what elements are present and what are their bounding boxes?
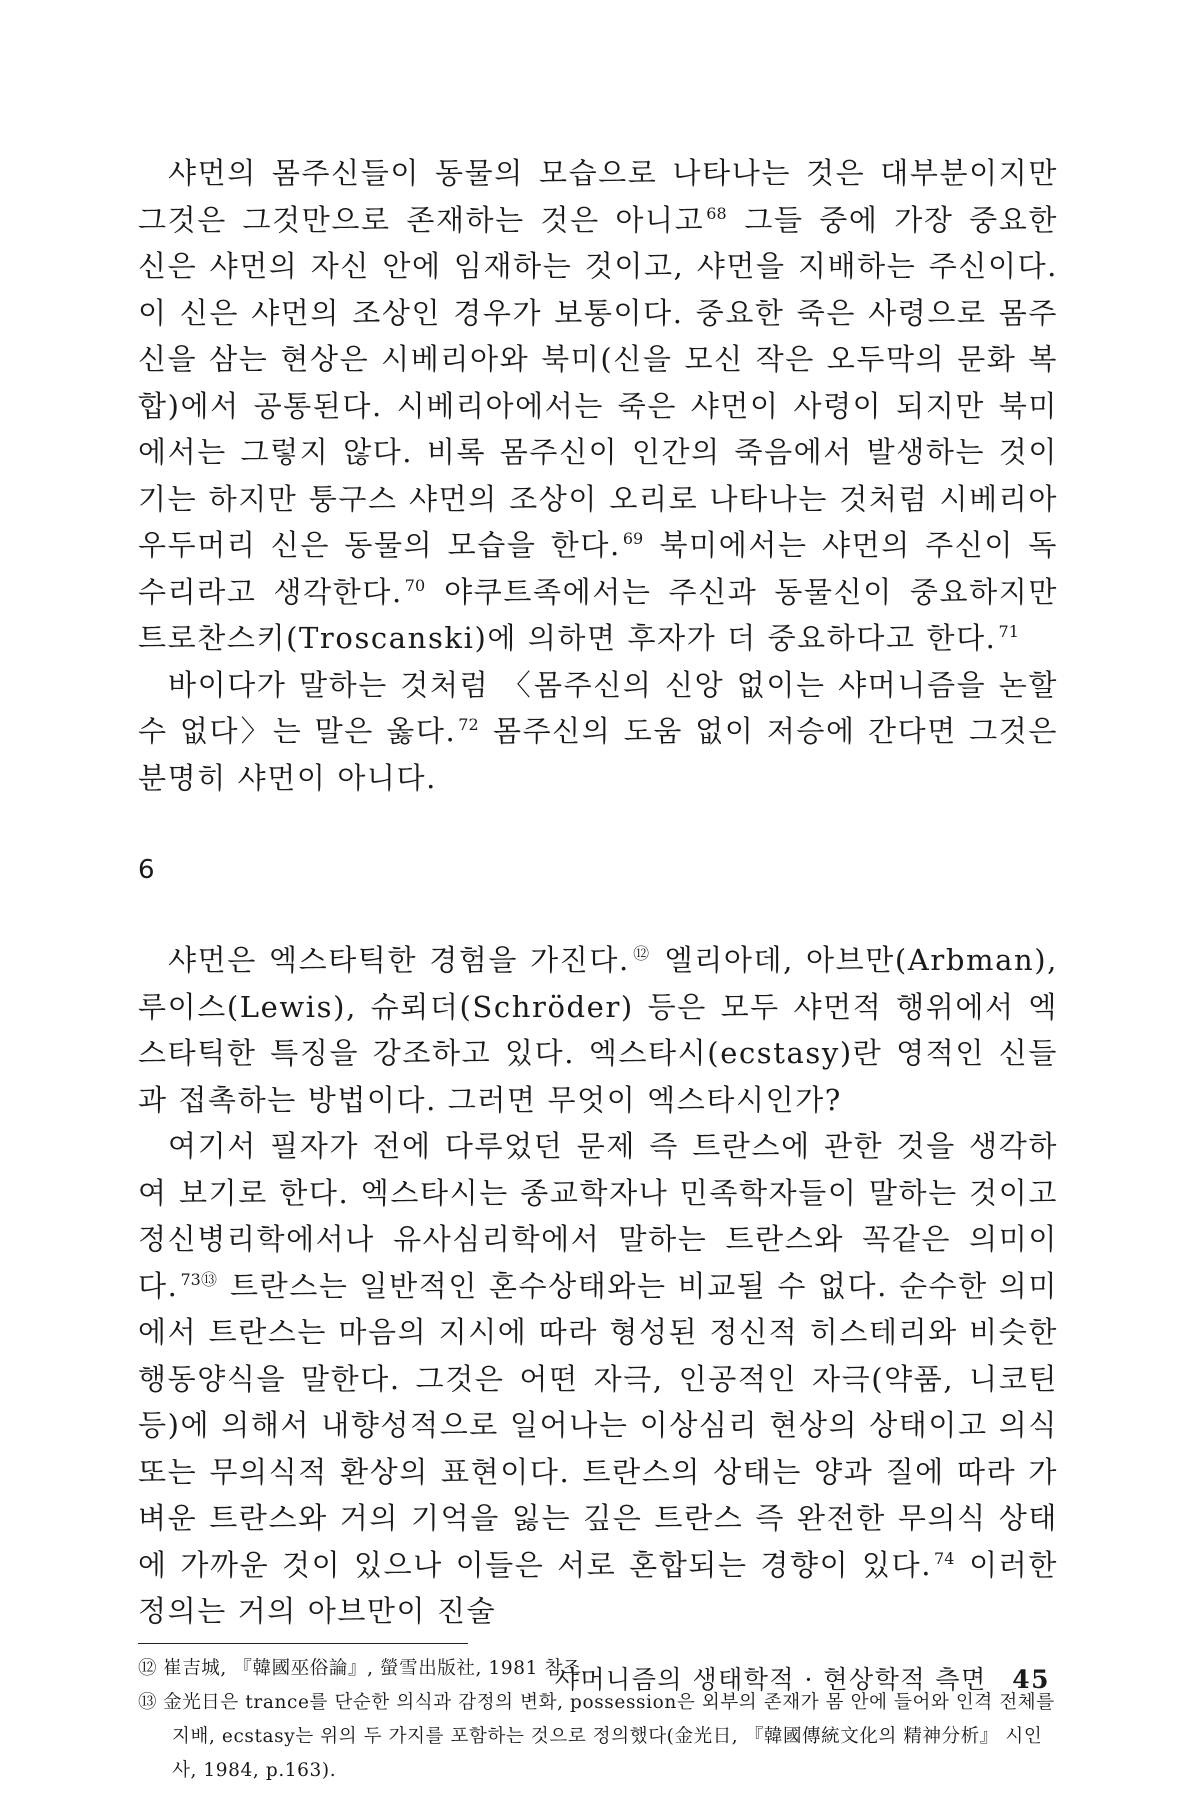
running-title: 샤머니즘의 생태학적 · 현상학적 측면 (554, 1665, 987, 1694)
page-number: 45 (1012, 1665, 1050, 1694)
footnote-reference: 74 (934, 1548, 955, 1568)
footnote-divider (138, 1643, 468, 1644)
footnote-reference: ⑫ (631, 944, 651, 964)
paragraph-text: 엘리아데, 아브만(Arbman), 루이스(Lewis), 슈뢰더(Schröder) 등은 모두 샤먼적 행위에서 엑스타틱한 특징을 강조하고 있다. 엑스타시(ecstasy)란 영적인 신들과 접촉하는 방법이다. 그러면 무엇이 엑스타시인가? (138, 943, 1058, 1117)
footnote-reference: 68 (706, 203, 727, 223)
footnote-reference: 69 (622, 529, 644, 549)
paragraph-text: 그들 중에 가장 중요한 신은 샤먼의 자신 안에 임재하는 것이고, 샤먼을 지배하는 주신이다. 이 신은 샤먼의 조상인 경우가 보통이다. 중요한 죽은 사령으로 몸주신을 삼는 현상은 시베리아와 북미(신을 모신 작은 오두막의 문화 복합)에서 공통된다. 시베리아에서는 죽은 샤먼이 사령이 되지만 북미에서는 그렇지 않다. 비록 몸주신이 인간의 죽음에서 발생하는 것이기는 하지만 퉁구스 샤먼의 조상이 오리로 나타나는 것처럼 시베리아 우두머리 신은 동물의 모습을 한다. (138, 202, 1058, 562)
paragraph-text: 야쿠트족에서는 주신과 동물신이 중요하지만 트로찬스키(Troscanski)에 의하면 후자가 더 중요하다고 한다. (138, 574, 1058, 655)
footnote (138, 1686, 1058, 1788)
paragraph-text: 샤먼의 몸주신들이 동물의 모습으로 나타나는 것은 대부분이지만 그것은 그것만으로 존재하는 것은 아니고 (138, 156, 1058, 237)
paragraph-text: 트란스는 일반적인 혼수상태와는 비교될 수 없다. 순수한 의미에서 트란스는 마음의 지시에 따라 형성된 정신적 히스테리와 비슷한 행동양식을 말한다. 그것은 어떤 자극, 인공적인 자극(약품, 니코틴 등)에 의해서 내향성적으로 일어나는 이상심리 현상의 상태이고 의식 또는 무의식적 환상의 표현이다. 트란스의 상태는 양과 질에 따라 가벼운 트란스와 거의 기억을 잃는 깊은 트란스 즉 완전한 무의식 상태에 가까운 것이 있으나 이들은 서로 혼합되는 경향이 있다. (138, 1268, 1058, 1582)
body-text-top (138, 150, 1058, 801)
paragraph (138, 937, 1058, 1123)
paragraph-text: 바이다가 말하는 것처럼 〈몸주신의 신앙 없이는 샤머니즘을 논할 수 없다〉는 말은 옳다. (138, 667, 1058, 748)
footnote-reference: 70 (404, 575, 426, 595)
section-number: 6 (138, 855, 155, 885)
paragraph (138, 662, 1058, 802)
body-text-bottom (138, 937, 1058, 1635)
paragraph-text: 북미에서는 샤먼의 주신이 독수리라고 생각한다. (138, 528, 1058, 609)
paragraph-text: 이러한 정의는 거의 아브만이 진술 (138, 1547, 1058, 1628)
page-body (138, 150, 1058, 1788)
footnote-reference: 73⑬ (180, 1269, 218, 1289)
paragraph (138, 1123, 1058, 1635)
paragraph-text: 몸주신의 도움 없이 저승에 간다면 그것은 분명히 샤먼이 아니다. (138, 714, 1058, 795)
footnote-reference: 72 (458, 715, 479, 735)
paragraph (138, 150, 1058, 662)
footnote-text: 金光日은 trance를 단순한 의식과 감정의 변화, possession은 외부의 존재가 몸 안에 들어와 인격 전체를 지배, ecstasy는 위의 두 가지를 포함하는 것으로 정의했다(金光日, 『韓國傳統文化의 精神分析』 시인사, 1984, p.163). (163, 1691, 1055, 1781)
footnote-reference: 71 (998, 622, 1019, 642)
paragraph-text: 샤먼은 엑스타틱한 경험을 가진다. (168, 943, 630, 977)
paragraph-text: 여기서 필자가 전에 다루었던 문제 즉 트란스에 관한 것을 생각하여 보기로 한다. 엑스타시는 종교학자나 민족학자들이 말하는 것이고 정신병리학에서나 유사심리학에서 말하는 트란스와 꼭같은 의미이다. (138, 1129, 1058, 1303)
footnote-mark: ⑫ (138, 1657, 158, 1679)
running-footer (555, 1660, 1050, 1696)
footnote-text: 崔吉城, 『韓國巫俗論』, 螢雪出版社, 1981 참조. (163, 1657, 588, 1679)
footnote-mark: ⑬ (138, 1691, 158, 1713)
